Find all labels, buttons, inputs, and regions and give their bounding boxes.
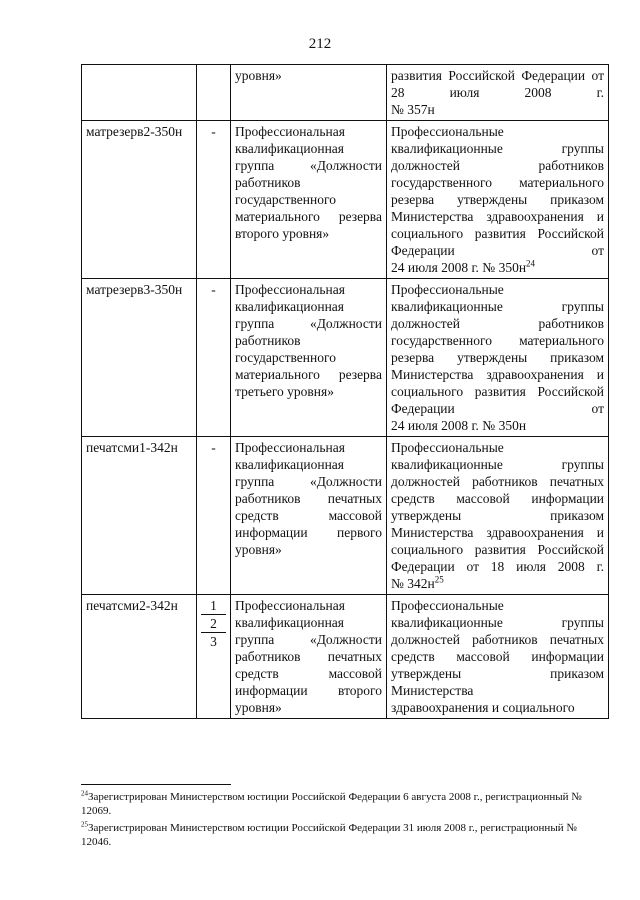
code-cell: печатсми1-342н — [82, 437, 197, 595]
rows.2.basis-line: должностей работников — [391, 316, 604, 331]
group-cell — [231, 437, 387, 595]
rows.2.group-line: материального резерва — [235, 367, 382, 382]
qualification-groups-table — [81, 64, 609, 719]
table-row — [82, 121, 609, 279]
rows.2.group-line: квалификационная — [235, 299, 344, 314]
rows.4.group-line: информации второго — [235, 683, 382, 698]
rows.4.group-line: группа «Должности — [235, 632, 382, 647]
rows.4.basis-line: печатных средств массовой — [391, 632, 604, 664]
rows.0.basis-line: № 357н — [391, 102, 435, 117]
rows.3.basis-line: должностей работников — [391, 474, 538, 489]
rows.4.basis-line: должностей работников — [391, 632, 538, 647]
rows.3.basis-line: печатных средств массовой — [391, 474, 604, 506]
rows.1.basis-line: Профессиональные — [391, 124, 504, 139]
rows.1.group-line: второго уровня» — [235, 226, 330, 241]
group-cell — [231, 595, 387, 719]
rows.4.group-line: Профессиональная — [235, 598, 345, 613]
rows.4.group-line: работников печатных — [235, 649, 382, 664]
rows.3.group-line: Профессиональная — [235, 440, 345, 455]
footnote-reference: 24 — [526, 258, 536, 269]
rows.3.group-line: средств массовой — [235, 508, 382, 523]
rows.2.group-line: третьего уровня» — [235, 384, 334, 399]
footnote-text: Зарегистрирован Министерством юстиции Российской Федерации 6 августа 2008 г., регистрационный № 12069. — [81, 791, 582, 817]
rows.0.group-line: уровня» — [235, 68, 282, 83]
rows.4.basis-line: информации утверждены — [391, 649, 605, 681]
rows.4.group-line: квалификационная — [235, 615, 344, 630]
rows.3.basis-line: квалификационные группы — [391, 457, 604, 472]
group-cell — [231, 65, 387, 121]
rows.1.group-line: квалификационная — [235, 141, 344, 156]
rows.1.group-line: Профессиональная — [235, 124, 345, 139]
sub-number: 2 — [201, 615, 226, 633]
sub-number: 3 — [210, 634, 217, 649]
rows.4.group-line: уровня» — [235, 700, 282, 715]
rows.1.group-line: материального резерва — [235, 209, 382, 224]
rows.3.group-line: работников печатных — [235, 491, 382, 506]
rows.3.basis-line: информации утверждены — [391, 491, 605, 523]
footnote — [81, 821, 608, 849]
basis-cell — [387, 437, 609, 595]
rows.3.basis-line: приказом Министерства — [391, 508, 604, 540]
group-cell — [231, 121, 387, 279]
rows.3.basis-line: здравоохранения и социального — [391, 525, 604, 557]
rows.0.basis-line: развития Российской — [391, 68, 515, 83]
rows.2.basis-line: утверждены приказом — [457, 350, 604, 365]
table-row — [82, 437, 609, 595]
rows.2.basis-line: Российской Федерации от — [391, 384, 604, 416]
rows.0.basis-line: Федерации от 28 июля 2008 г. — [391, 68, 604, 100]
number-cell: - — [197, 437, 231, 595]
footnote-separator — [81, 784, 231, 785]
rows.1.basis-line: Министерства здравоохранения — [391, 209, 584, 224]
rows.2.basis-line: 24 июля 2008 г. № 350н — [391, 418, 527, 433]
rows.4.basis-line: здравоохранения и социального — [391, 700, 575, 715]
group-cell — [231, 279, 387, 437]
code-cell: матрезерв2-350н — [82, 121, 197, 279]
rows.4.basis-line: квалификационные группы — [391, 615, 604, 630]
sub-number: 1 — [201, 597, 226, 615]
footnote-mark: 24 — [81, 789, 88, 798]
rows.2.basis-line: Министерства здравоохранения — [391, 367, 584, 382]
rows.2.basis-line: квалификационные группы — [391, 299, 604, 314]
code-cell: печатсми2-342н — [82, 595, 197, 719]
page-number: 212 — [308, 36, 332, 52]
footnote-reference: 25 — [434, 574, 444, 585]
number-cell — [197, 65, 231, 121]
code-cell: матрезерв3-350н — [82, 279, 197, 437]
rows.2.basis-line: государственного — [391, 333, 492, 348]
rows.1.basis-line: 24 июля 2008 г. № $350н^{24}$ — [391, 258, 536, 275]
table-row — [82, 279, 609, 437]
rows.1.basis-line: должностей работников — [391, 158, 604, 173]
rows.1.basis-line: государственного — [391, 175, 492, 190]
rows.3.group-line: квалификационная — [235, 457, 344, 472]
rows.2.group-line: группа «Должности — [235, 316, 382, 331]
basis-cell — [387, 279, 609, 437]
rows.1.basis-line: материального резерва — [391, 175, 604, 207]
rows.3.basis-line: развития Российской — [474, 542, 604, 557]
rows.2.basis-line: Профессиональные — [391, 282, 504, 297]
rows.4.basis-line: приказом Министерства — [391, 666, 604, 698]
footnotes — [81, 790, 608, 852]
number-cell: - — [197, 279, 231, 437]
rows.2.basis-line: и социального развития — [391, 367, 605, 399]
rows.1.basis-line: и социального развития — [391, 209, 605, 241]
rows.1.basis-line: квалификационные группы — [391, 141, 604, 156]
rows.2.basis-line: материального резерва — [391, 333, 604, 365]
rows.2.group-line: государственного — [235, 350, 336, 365]
rows.1.group-line: работников — [235, 175, 301, 190]
rows.1.group-line: государственного — [235, 192, 336, 207]
basis-cell — [387, 595, 609, 719]
footnote — [81, 790, 608, 818]
rows.3.basis-line: Профессиональные — [391, 440, 504, 455]
rows.1.basis-line: утверждены приказом — [457, 192, 604, 207]
basis-cell — [387, 121, 609, 279]
rows.3.group-line: группа «Должности — [235, 474, 382, 489]
rows.2.group-line: работников — [235, 333, 301, 348]
rows.3.group-line: уровня» — [235, 542, 282, 557]
footnote-text: Зарегистрирован Министерством юстиции Российской Федерации 31 июля 2008 г., регистрационный № 12046. — [81, 822, 577, 848]
rows.4.basis-line: Профессиональные — [391, 598, 504, 613]
basis-cell — [387, 65, 609, 121]
number-cell: - — [197, 121, 231, 279]
rows.1.group-line: группа «Должности — [235, 158, 382, 173]
number-cell — [197, 595, 231, 719]
rows.3.group-line: информации первого — [235, 525, 382, 540]
table-row — [82, 65, 609, 121]
footnote-mark: 25 — [81, 820, 88, 829]
code-cell — [82, 65, 197, 121]
rows.3.basis-line: № $342н^{25}$ — [391, 574, 444, 591]
rows.4.group-line: средств массовой — [235, 666, 382, 681]
rows.2.group-line: Профессиональная — [235, 282, 345, 297]
table-row — [82, 595, 609, 719]
rows.1.basis-line: Российской Федерации от — [391, 226, 604, 258]
rows.3.basis-line: Федерации от 18 июля 2008 г. — [391, 559, 604, 574]
